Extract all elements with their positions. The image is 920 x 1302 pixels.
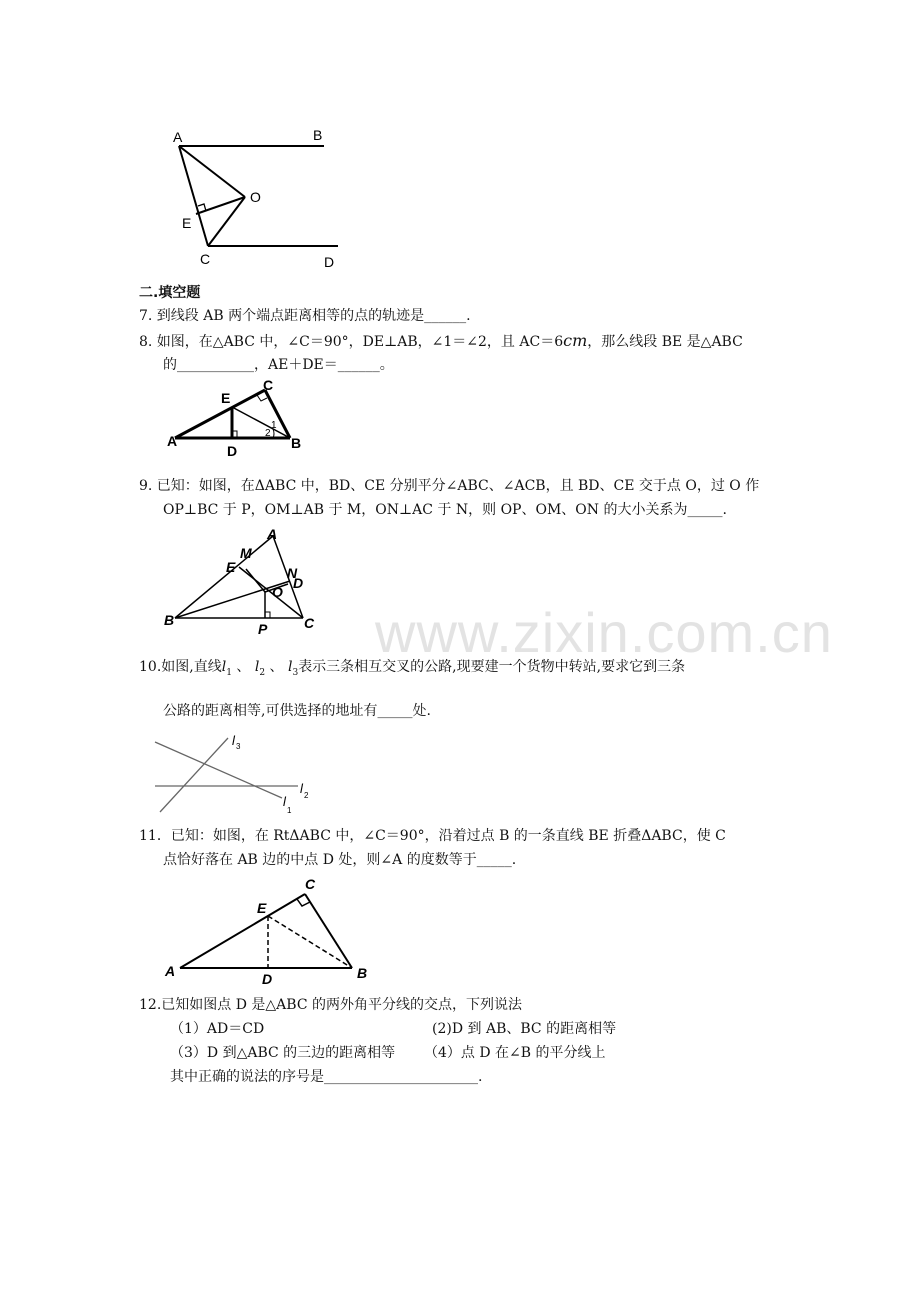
fig10-label-l3-sub: 3 <box>236 742 241 751</box>
fig8-line-ac <box>175 390 265 438</box>
fig9-label-p: P <box>258 621 268 637</box>
fig9-label-e: E <box>226 559 236 575</box>
q10-prefix: 10.如图,直线 <box>139 659 222 675</box>
fig9-label-c: C <box>304 615 315 631</box>
fig10-label-l1: l <box>283 794 286 809</box>
fig11-label-d: D <box>262 971 273 984</box>
q8-text: 8. 如图，在△ABC 中，∠C＝90°，DE⊥AB，∠1＝∠2，且 AC＝6 <box>139 334 564 350</box>
question-12-option-4: （4）点 D 在∠B 的平分线上 <box>424 1045 606 1061</box>
figure-10-diagram <box>150 730 320 820</box>
fig10-label-l1-sub: 1 <box>287 806 292 815</box>
figure-1-diagram <box>170 122 350 272</box>
fig9-label-a: A <box>267 526 278 542</box>
q10-l3-sub: 3 <box>292 667 299 678</box>
fig1-label-e: E <box>182 215 192 231</box>
fig9-line-ba <box>175 536 273 618</box>
fig8-label-angle-1: 1 <box>271 420 277 431</box>
fig1-label-c: C <box>200 251 211 267</box>
question-10-line-2: 公路的距离相等,可供选择的地址有_____处. <box>163 703 431 719</box>
question-10-line-1: 10.如图,直线$l_1$ 、 $l_2$ 、 $l_3$表示三条相互交叉的公路,现要建一个货物中转站,要求它到三条 <box>139 659 686 678</box>
fig11-label-b: B <box>357 965 368 981</box>
question-12-line-1: 12.已知如图点 D 是△ABC 的两外角平分线的交点，下列说法 <box>139 997 522 1013</box>
fig11-label-c: C <box>305 876 316 892</box>
q10-l2-sub: 2 <box>259 667 266 678</box>
fig9-label-d: D <box>293 575 304 591</box>
fig10-label-l2-sub: 2 <box>304 791 309 800</box>
fig8-label-e: E <box>221 390 231 406</box>
fig10-label-l2: l <box>300 781 303 796</box>
fig11-label-a: A <box>165 963 176 979</box>
figure-11-diagram <box>160 872 375 984</box>
question-9-line-1: 9. 已知：如图，在ΔABC 中，BD、CE 分别平分∠ABC、∠ACB，且 BD、CE 交于点 O，过 O 作 <box>139 478 760 494</box>
q10-l2: l <box>254 659 260 675</box>
q10-l1-sub: 1 <box>226 667 232 678</box>
fig1-label-d: D <box>324 254 335 270</box>
question-12-option-1: （1）AD＝CD <box>170 1021 265 1037</box>
fig1-label-a: A <box>173 129 183 145</box>
question-11-line-1: 11．已知：如图，在 RtΔABC 中，∠C＝90°，沿着过点 B 的一条直线 BE 折叠ΔABC，使 C <box>139 828 726 844</box>
q10-l1: l <box>221 659 227 675</box>
question-7: 7. 到线段 AB 两个端点距离相等的点的轨迹是______. <box>139 308 471 324</box>
fig1-line-ao <box>179 146 245 197</box>
fig8-label-c: C <box>263 378 274 393</box>
fig8-label-angle-2: 2 <box>265 428 271 439</box>
fig8-label-b: B <box>291 435 302 451</box>
question-11-line-2: 点恰好落在 AB 边的中点 D 处，则∠A 的度数等于_____. <box>163 852 517 868</box>
watermark: www.zixin.com.cn <box>375 601 833 664</box>
fig1-line-ac <box>179 146 208 246</box>
fig9-label-n: N <box>287 565 298 581</box>
q10-l3: l <box>287 659 293 675</box>
fig11-line-ac <box>180 894 305 968</box>
fig1-label-o: O <box>250 189 261 205</box>
fig9-label-b: B <box>164 612 175 628</box>
fig10-label-l3: l <box>232 733 235 748</box>
question-12-option-3: （3）D 到△ABC 的三边的距离相等 <box>170 1045 396 1061</box>
figure-9-diagram <box>160 524 330 639</box>
fig9-line-om <box>246 569 265 592</box>
fig8-label-a: A <box>167 433 178 449</box>
question-12-option-2: (2)D 到 AB、BC 的距离相等 <box>432 1021 617 1037</box>
q8-text-tail: ，那么线段 BE 是△ABC <box>587 334 743 350</box>
fig9-label-o: O <box>272 584 283 600</box>
q8-unit: cm <box>563 331 588 350</box>
question-8-line-2: 的___________，AE＋DE＝______。 <box>163 357 394 373</box>
question-8-line-1 <box>139 331 743 352</box>
fig11-line-eb <box>268 916 352 968</box>
fig11-label-e: E <box>257 900 267 916</box>
fig1-label-b: B <box>313 127 323 143</box>
figure-8-diagram <box>165 378 315 458</box>
fig10-line-l1 <box>155 742 282 798</box>
question-12-answer-line: 其中正确的说法的序号是______________________. <box>170 1069 483 1085</box>
fig8-label-d: D <box>227 443 238 458</box>
fig9-label-m: M <box>240 545 252 561</box>
q10-mid: 表示三条相互交叉的公路,现要建一个货物中转站,要求它到三条 <box>298 659 686 675</box>
fig11-line-cb <box>305 894 352 968</box>
question-9-line-2: OP⊥BC 于 P，OM⊥AB 于 M，ON⊥AC 于 N，则 OP、OM、ON 的大小关系为_____. <box>163 502 727 518</box>
section-title: 二.填空题 <box>139 285 201 301</box>
fig8-right-angle-c <box>257 395 267 401</box>
